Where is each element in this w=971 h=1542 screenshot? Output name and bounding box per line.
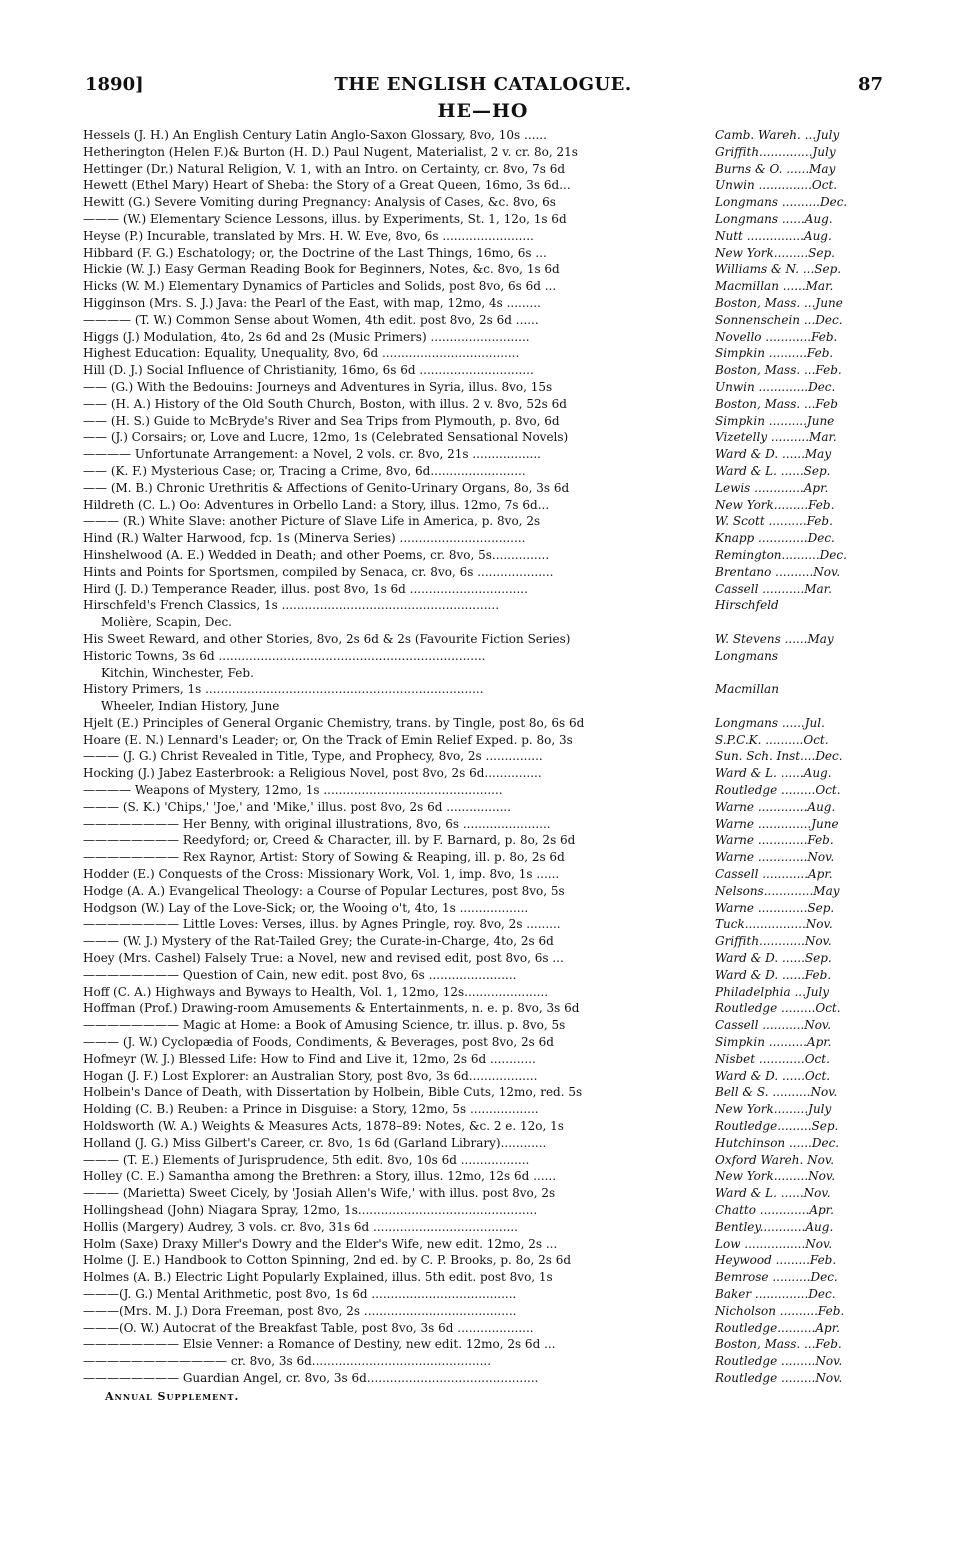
entry-publisher: New York.........Feb. xyxy=(715,497,835,512)
entry-text: Historic Towns, 3s 6d ...................................................................... xyxy=(83,648,486,663)
entry-publisher: Ward & D. ......Oct. xyxy=(715,1068,831,1083)
catalogue-entry xyxy=(83,296,883,313)
entry-publisher: Ward & L. ......Aug. xyxy=(715,766,832,781)
entry-publisher: Williams & N. ...Sep. xyxy=(715,262,842,277)
catalogue-entry xyxy=(83,884,883,901)
entry-publisher: Brentano ..........Nov. xyxy=(715,564,841,579)
entry-publisher: Ward & D. ......May xyxy=(715,447,832,462)
catalogue-entry xyxy=(83,380,883,397)
entry-publisher: Unwin ..............Oct. xyxy=(715,178,838,193)
entry-text: ———(Mrs. M. J.) Dora Freeman, post 8vo, 2s ........................................ xyxy=(83,1303,517,1318)
catalogue-entry xyxy=(83,128,883,145)
entry-publisher: Boston, Mass. ...Feb. xyxy=(715,363,842,378)
entry-text: Hoffman (Prof.) Drawing-room Amusements & Entertainments, n. e. p. 8vo, 3s 6d xyxy=(83,1001,580,1016)
entry-text: —— (J.) Corsairs; or, Love and Lucre, 12mo, 1s (Celebrated Sensational Novels) xyxy=(83,430,569,445)
entry-text: Kitchin, Winchester, Feb. xyxy=(101,665,254,680)
entry-text: Hjelt (E.) Principles of General Organic Chemistry, trans. by Tingle, post 8o, 6s 6d xyxy=(83,715,585,730)
catalogue-entry xyxy=(83,901,883,918)
entry-publisher: Longmans ......Jul. xyxy=(715,715,825,730)
catalogue-entry xyxy=(83,1354,883,1371)
entry-publisher: Longmans ......Aug. xyxy=(715,211,833,226)
catalogue-page xyxy=(83,74,883,1403)
catalogue-entry xyxy=(83,1220,883,1237)
entry-text: Hofmeyr (W. J.) Blessed Life: How to Find and Live it, 12mo, 2s 6d ............ xyxy=(83,1051,536,1066)
catalogue-entry xyxy=(83,464,883,481)
entry-publisher: Boston, Mass. ...Feb xyxy=(715,396,838,411)
entry-text: Hickie (W. J.) Easy German Reading Book for Beginners, Notes, &c. 8vo, 1s 6d xyxy=(83,262,560,277)
entry-publisher: Routledge .........Oct. xyxy=(715,1001,841,1016)
catalogue-entry xyxy=(83,917,883,934)
catalogue-entry xyxy=(83,1186,883,1203)
entry-publisher: Low ................Nov. xyxy=(715,1236,833,1251)
entry-publisher: Routledge..........Apr. xyxy=(715,1320,840,1335)
catalogue-entry xyxy=(83,1052,883,1069)
entry-text: Hocking (J.) Jabez Easterbrook: a Religious Novel, post 8vo, 2s 6d............... xyxy=(83,766,542,781)
catalogue-entry xyxy=(83,833,883,850)
entry-text: Holme (J. E.) Handbook to Cotton Spinning, 2nd ed. by C. P. Brooks, p. 8o, 2s 6d xyxy=(83,1253,572,1268)
entry-publisher: Novello ............Feb. xyxy=(715,329,838,344)
entry-publisher: Longmans ..........Dec. xyxy=(715,195,848,210)
entry-publisher: New York.........Nov. xyxy=(715,1169,836,1184)
catalogue-entry xyxy=(83,1203,883,1220)
catalogue-entry xyxy=(83,649,883,666)
entry-publisher: Heywood .........Feb. xyxy=(715,1253,837,1268)
catalogue-entry xyxy=(83,178,883,195)
entry-text: Hoare (E. N.) Lennard's Leader; or, On the Track of Emin Relief Exped. p. 8o, 3s xyxy=(83,732,573,747)
entry-text: Higgs (J.) Modulation, 4to, 2s 6d and 2s (Music Primers) .......................... xyxy=(83,329,530,344)
catalogue-entry xyxy=(83,279,883,296)
catalogue-entry xyxy=(83,1270,883,1287)
header-year: 1890] xyxy=(85,74,144,95)
entry-publisher: Vizetelly ..........Mar. xyxy=(715,430,837,445)
catalogue-entry xyxy=(83,1102,883,1119)
entry-text: ———————— Little Loves: Verses, illus. by Agnes Pringle, roy. 8vo, 2s ......... xyxy=(83,917,561,932)
catalogue-entry xyxy=(83,1304,883,1321)
catalogue-entry xyxy=(83,313,883,330)
entry-text: ———————— Magic at Home: a Book of Amusing Science, tr. illus. p. 8vo, 5s xyxy=(83,1018,566,1033)
catalogue-entry xyxy=(83,1321,883,1338)
catalogue-entry xyxy=(83,162,883,179)
catalogue-entry xyxy=(83,699,883,716)
entry-publisher: Ward & L. ......Sep. xyxy=(715,463,831,478)
catalogue-entry xyxy=(83,1035,883,1052)
entry-text: Hetherington (Helen F.)& Burton (H. D.) Paul Nugent, Materialist, 2 v. cr. 8o, 21s xyxy=(83,144,578,159)
entry-text: Molière, Scapin, Dec. xyxy=(101,615,232,630)
entry-text: Higginson (Mrs. S. J.) Java: the Pearl of the East, with map, 12mo, 4s ......... xyxy=(83,295,541,310)
entry-publisher: Cassell ...........Nov. xyxy=(715,1018,832,1033)
entry-text: Holdsworth (W. A.) Weights & Measures Acts, 1878–89: Notes, &c. 2 e. 12o, 1s xyxy=(83,1119,564,1134)
catalogue-entry xyxy=(83,666,883,683)
entry-publisher: Sun. Sch. Inst....Dec. xyxy=(715,749,843,764)
catalogue-entry xyxy=(83,330,883,347)
entry-text: ——— (S. K.) 'Chips,' 'Joe,' and 'Mike,' illus. post 8vo, 2s 6d ................. xyxy=(83,799,512,814)
entry-text: Heyse (P.) Incurable, translated by Mrs. H. W. Eve, 8vo, 6s ........................ xyxy=(83,228,534,243)
entry-publisher: Burns & O. ......May xyxy=(715,161,836,176)
entry-publisher: Longmans xyxy=(715,648,779,663)
catalogue-entry xyxy=(83,1119,883,1136)
catalogue-entry xyxy=(83,682,883,699)
entry-publisher: Macmillan ......Mar. xyxy=(715,279,834,294)
catalogue-entry xyxy=(83,598,883,615)
header-title: THE ENGLISH CATALOGUE. xyxy=(334,74,632,95)
entry-text: Hoey (Mrs. Cashel) Falsely True: a Novel, new and revised edit, post 8vo, 6s ... xyxy=(83,951,564,966)
entry-publisher: S.P.C.K. ..........Oct. xyxy=(715,732,829,747)
entry-text: ———————— Question of Cain, new edit. post 8vo, 6s ....................... xyxy=(83,967,517,982)
catalogue-entry xyxy=(83,212,883,229)
entry-text: ———— Weapons of Mystery, 12mo, 1s ............................................... xyxy=(83,783,503,798)
catalogue-entry xyxy=(83,397,883,414)
catalogue-entry xyxy=(83,934,883,951)
entry-text: Hewitt (G.) Severe Vomiting during Pregnancy: Analysis of Cases, &c. 8vo, 6s xyxy=(83,195,556,210)
entry-publisher: Warne .............Nov. xyxy=(715,850,835,865)
catalogue-entry xyxy=(83,1371,883,1388)
entry-publisher: Boston, Mass. ...Feb. xyxy=(715,1337,842,1352)
entry-text: History Primers, 1s ......................................................................... xyxy=(83,682,484,697)
entry-text: Hoff (C. A.) Highways and Byways to Health, Vol. 1, 12mo, 12s...................... xyxy=(83,984,549,999)
catalogue-entry xyxy=(83,1018,883,1035)
catalogue-entry xyxy=(83,766,883,783)
entry-text: Hints and Points for Sportsmen, compiled by Senaca, cr. 8vo, 6s .................... xyxy=(83,564,554,579)
entry-text: Holland (J. G.) Miss Gilbert's Career, cr. 8vo, 1s 6d (Garland Library)............ xyxy=(83,1135,547,1150)
entry-publisher: Simpkin ..........Feb. xyxy=(715,346,834,361)
page-header xyxy=(83,74,883,98)
catalogue-entry xyxy=(83,1136,883,1153)
entry-publisher: Tuck................Nov. xyxy=(715,917,833,932)
catalogue-entry xyxy=(83,531,883,548)
entry-publisher: Nelsons.............May xyxy=(715,883,840,898)
catalogue-entry xyxy=(83,867,883,884)
catalogue-entry xyxy=(83,582,883,599)
entry-publisher: Lewis .............Apr. xyxy=(715,480,829,495)
entry-publisher: Remington..........Dec. xyxy=(715,547,847,562)
entry-text: ———————— Reedyford; or, Creed & Character, ill. by F. Barnard, p. 8o, 2s 6d xyxy=(83,833,576,848)
catalogue-entry xyxy=(83,481,883,498)
entry-publisher: Griffith............Nov. xyxy=(715,934,832,949)
entry-text: His Sweet Reward, and other Stories, 8vo, 2s 6d & 2s (Favourite Fiction Series) xyxy=(83,631,571,646)
entry-publisher: Routledge .........Nov. xyxy=(715,1354,843,1369)
catalogue-entry xyxy=(83,985,883,1002)
entry-text: —— (H. A.) History of the Old South Church, Boston, with illus. 2 v. 8vo, 52s 6d xyxy=(83,396,567,411)
entry-text: ———————————— cr. 8vo, 3s 6d............................................... xyxy=(83,1354,492,1369)
catalogue-entry xyxy=(83,514,883,531)
entry-text: ——— (J. G.) Christ Revealed in Title, Type, and Prophecy, 8vo, 2s ............... xyxy=(83,749,543,764)
entry-publisher: Ward & L. ......Nov. xyxy=(715,1186,831,1201)
catalogue-entry xyxy=(83,447,883,464)
entry-text: Hibbard (F. G.) Eschatology; or, the Doctrine of the Last Things, 16mo, 6s ... xyxy=(83,245,547,260)
entry-publisher: Routledge .........Oct. xyxy=(715,783,841,798)
entry-text: Hind (R.) Walter Harwood, fcp. 1s (Minerva Series) ................................. xyxy=(83,531,526,546)
section-heading: HE—HO xyxy=(437,100,529,122)
entry-text: Holley (C. E.) Samantha among the Brethren: a Story, illus. 12mo, 12s 6d ...... xyxy=(83,1169,557,1184)
entry-publisher: New York.........July xyxy=(715,1102,832,1117)
entry-text: ———(J. G.) Mental Arithmetic, post 8vo, 1s 6d ...................................... xyxy=(83,1286,517,1301)
entry-list xyxy=(83,128,883,1388)
catalogue-entry xyxy=(83,1237,883,1254)
entry-publisher: Baker ..............Dec. xyxy=(715,1286,836,1301)
page-number: 87 xyxy=(857,74,883,95)
catalogue-entry xyxy=(83,498,883,515)
entry-text: Hicks (W. M.) Elementary Dynamics of Particles and Solids, post 8vo, 6s 6d ... xyxy=(83,279,557,294)
entry-publisher: Philadelphia ...July xyxy=(715,984,830,999)
entry-publisher: Bell & S. ..........Nov. xyxy=(715,1085,838,1100)
catalogue-entry xyxy=(83,229,883,246)
entry-publisher: Chatto .............Apr. xyxy=(715,1203,834,1217)
entry-publisher: Bentley............Aug. xyxy=(715,1219,834,1234)
entry-publisher: W. Scott ..........Feb. xyxy=(715,514,833,529)
entry-text: ———— Unfortunate Arrangement: a Novel, 2 vols. cr. 8vo, 21s .................. xyxy=(83,447,541,462)
catalogue-entry xyxy=(83,195,883,212)
entry-publisher: Routledge.........Sep. xyxy=(715,1119,839,1134)
catalogue-entry xyxy=(83,615,883,632)
entry-text: ——— (J. W.) Cyclopædia of Foods, Condiments, & Beverages, post 8vo, 2s 6d xyxy=(83,1035,554,1050)
catalogue-entry xyxy=(83,1153,883,1170)
catalogue-entry xyxy=(83,430,883,447)
entry-publisher: Nicholson ..........Feb. xyxy=(715,1303,845,1318)
catalogue-entry xyxy=(83,363,883,380)
catalogue-entry xyxy=(83,951,883,968)
catalogue-entry xyxy=(83,800,883,817)
entry-text: ———————— Elsie Venner: a Romance of Destiny, new edit. 12mo, 2s 6d ... xyxy=(83,1337,556,1352)
entry-publisher: Cassell ............Apr. xyxy=(715,867,833,882)
entry-text: ———— (T. W.) Common Sense about Women, 4th edit. post 8vo, 2s 6d ...... xyxy=(83,312,539,327)
entry-text: Hollingshead (John) Niagara Spray, 12mo, 1s............................................... xyxy=(83,1203,538,1217)
catalogue-entry xyxy=(83,1085,883,1102)
entry-publisher: Routledge .........Nov. xyxy=(715,1370,843,1385)
entry-text: ——— (T. E.) Elements of Jurisprudence, 5th edit. 8vo, 10s 6d .................. xyxy=(83,1152,530,1167)
entry-text: ——— (R.) White Slave: another Picture of Slave Life in America, p. 8vo, 2s xyxy=(83,514,541,529)
entry-publisher: Warne .............Sep. xyxy=(715,900,835,915)
entry-text: Hinshelwood (A. E.) Wedded in Death; and other Poems, cr. 8vo, 5s............... xyxy=(83,547,550,562)
entry-publisher: Warne ..............June xyxy=(715,816,839,831)
catalogue-entry xyxy=(83,1069,883,1086)
entry-publisher: Boston, Mass. ...June xyxy=(715,295,843,310)
entry-text: Hodge (A. A.) Evangelical Theology: a Course of Popular Lectures, post 8vo, 5s xyxy=(83,883,565,898)
entry-text: Hildreth (C. L.) Oo: Adventures in Orbello Land: a Story, illus. 12mo, 7s 6d... xyxy=(83,497,550,512)
catalogue-entry xyxy=(83,749,883,766)
entry-publisher: Warne .............Feb. xyxy=(715,833,834,848)
entry-text: Holm (Saxe) Draxy Miller's Dowry and the Elder's Wife, new edit. 12mo, 2s ... xyxy=(83,1236,558,1251)
entry-publisher: Ward & D. ......Feb. xyxy=(715,967,832,982)
entry-publisher: Simpkin ..........Apr. xyxy=(715,1035,832,1050)
catalogue-entry xyxy=(83,1001,883,1018)
entry-text: —— (H. S.) Guide to McBryde's River and Sea Trips from Plymouth, p. 8vo, 6d xyxy=(83,413,560,428)
entry-publisher: Unwin .............Dec. xyxy=(715,379,836,394)
entry-publisher: Nisbet ............Oct. xyxy=(715,1051,830,1066)
catalogue-entry xyxy=(83,817,883,834)
entry-text: Hill (D. J.) Social Influence of Christianity, 16mo, 6s 6d .............................. xyxy=(83,363,534,378)
catalogue-entry xyxy=(83,145,883,162)
entry-text: Holding (C. B.) Reuben: a Prince in Disguise: a Story, 12mo, 5s .................. xyxy=(83,1102,539,1117)
entry-text: ———————— Her Benny, with original illustrations, 8vo, 6s ....................... xyxy=(83,816,551,831)
entry-publisher: Oxford Wareh. Nov. xyxy=(715,1152,835,1167)
entry-publisher: Nutt ...............Aug. xyxy=(715,228,832,243)
entry-publisher: Knapp .............Dec. xyxy=(715,531,835,546)
entry-text: ——— (W. J.) Mystery of the Rat-Tailed Grey; the Curate-in-Charge, 4to, 2s 6d xyxy=(83,934,554,949)
entry-text: —— (K. F.) Mysterious Case; or, Tracing a Crime, 8vo, 6d......................... xyxy=(83,463,526,478)
entry-text: Highest Education: Equality, Unequality, 8vo, 6d .................................... xyxy=(83,346,520,361)
catalogue-entry xyxy=(83,850,883,867)
entry-text: Hollis (Margery) Audrey, 3 vols. cr. 8vo, 31s 6d ...................................... xyxy=(83,1219,518,1234)
catalogue-entry xyxy=(83,733,883,750)
entry-text: ———(O. W.) Autocrat of the Breakfast Table, post 8vo, 3s 6d .................... xyxy=(83,1320,534,1335)
entry-publisher: W. Stevens ......May xyxy=(715,631,834,646)
entry-text: Hessels (J. H.) An English Century Latin Anglo-Saxon Glossary, 8vo, 10s ...... xyxy=(83,128,547,142)
entry-text: ———————— Guardian Angel, cr. 8vo, 3s 6d............................................. xyxy=(83,1370,539,1385)
catalogue-entry xyxy=(83,548,883,565)
entry-text: Hogan (J. F.) Lost Explorer: an Australian Story, post 8vo, 3s 6d.................. xyxy=(83,1068,538,1083)
entry-text: Hodgson (W.) Lay of the Love-Sick; or, the Wooing o't, 4to, 1s .................. xyxy=(83,900,529,915)
entry-publisher: Sonnenschein ...Dec. xyxy=(715,312,843,327)
catalogue-entry xyxy=(83,1337,883,1354)
catalogue-entry xyxy=(83,565,883,582)
entry-text: Holbein's Dance of Death, with Dissertation by Holbein, Bible Cuts, 12mo, red. 5s xyxy=(83,1085,583,1100)
entry-publisher: Griffith..............July xyxy=(715,144,836,159)
footer-note: Annual Supplement. xyxy=(105,1389,240,1403)
entry-publisher: Macmillan xyxy=(715,682,779,697)
entry-text: Wheeler, Indian History, June xyxy=(101,699,280,714)
entry-text: ———————— Rex Raynor, Artist: Story of Sowing & Reaping, ill. p. 8o, 2s 6d xyxy=(83,850,565,865)
entry-text: —— (G.) With the Bedouins: Journeys and Adventures in Syria, illus. 8vo, 15s xyxy=(83,379,553,394)
catalogue-entry xyxy=(83,783,883,800)
entry-text: ——— (Marietta) Sweet Cicely, by 'Josiah Allen's Wife,' with illus. post 8vo, 2s xyxy=(83,1186,556,1201)
catalogue-entry xyxy=(83,414,883,431)
entry-publisher: Ward & D. ......Sep. xyxy=(715,951,832,966)
entry-publisher: Warne .............Aug. xyxy=(715,799,836,814)
entry-text: Holmes (A. B.) Electric Light Popularly Explained, illus. 5th edit. post 8vo, 1s xyxy=(83,1270,553,1285)
catalogue-entry xyxy=(83,1169,883,1186)
catalogue-entry xyxy=(83,632,883,649)
entry-publisher: New York.........Sep. xyxy=(715,245,835,260)
catalogue-entry xyxy=(83,346,883,363)
entry-publisher: Bemrose ..........Dec. xyxy=(715,1270,838,1285)
entry-text: —— (M. B.) Chronic Urethritis & Affections of Genito-Urinary Organs, 8o, 3s 6d xyxy=(83,480,570,495)
entry-publisher: Camb. Wareh. ...July xyxy=(715,128,840,142)
catalogue-entry xyxy=(83,968,883,985)
catalogue-entry xyxy=(83,262,883,279)
entry-publisher: Simpkin ..........June xyxy=(715,413,835,428)
catalogue-entry xyxy=(83,246,883,263)
catalogue-entry xyxy=(83,1287,883,1304)
entry-text: Hirschfeld's French Classics, 1s ......................................................... xyxy=(83,598,500,613)
catalogue-entry xyxy=(83,716,883,733)
entry-publisher: Cassell ...........Mar. xyxy=(715,581,832,596)
entry-text: Hird (J. D.) Temperance Reader, illus. post 8vo, 1s 6d ............................... xyxy=(83,581,528,596)
entry-publisher: Hirschfeld xyxy=(715,598,779,613)
entry-text: Hodder (E.) Conquests of the Cross: Missionary Work, Vol. 1, imp. 8vo, 1s ...... xyxy=(83,867,560,882)
entry-text: Hettinger (Dr.) Natural Religion, V. 1, with an Intro. on Certainty, cr. 8vo, 7s 6d xyxy=(83,161,566,176)
entry-text: ——— (W.) Elementary Science Lessons, illus. by Experiments, St. 1, 12o, 1s 6d xyxy=(83,211,567,226)
entry-publisher: Hutchinson ......Dec. xyxy=(715,1135,840,1150)
catalogue-entry xyxy=(83,1253,883,1270)
entry-text: Hewett (Ethel Mary) Heart of Sheba: the Story of a Great Queen, 16mo, 3s 6d... xyxy=(83,178,571,193)
